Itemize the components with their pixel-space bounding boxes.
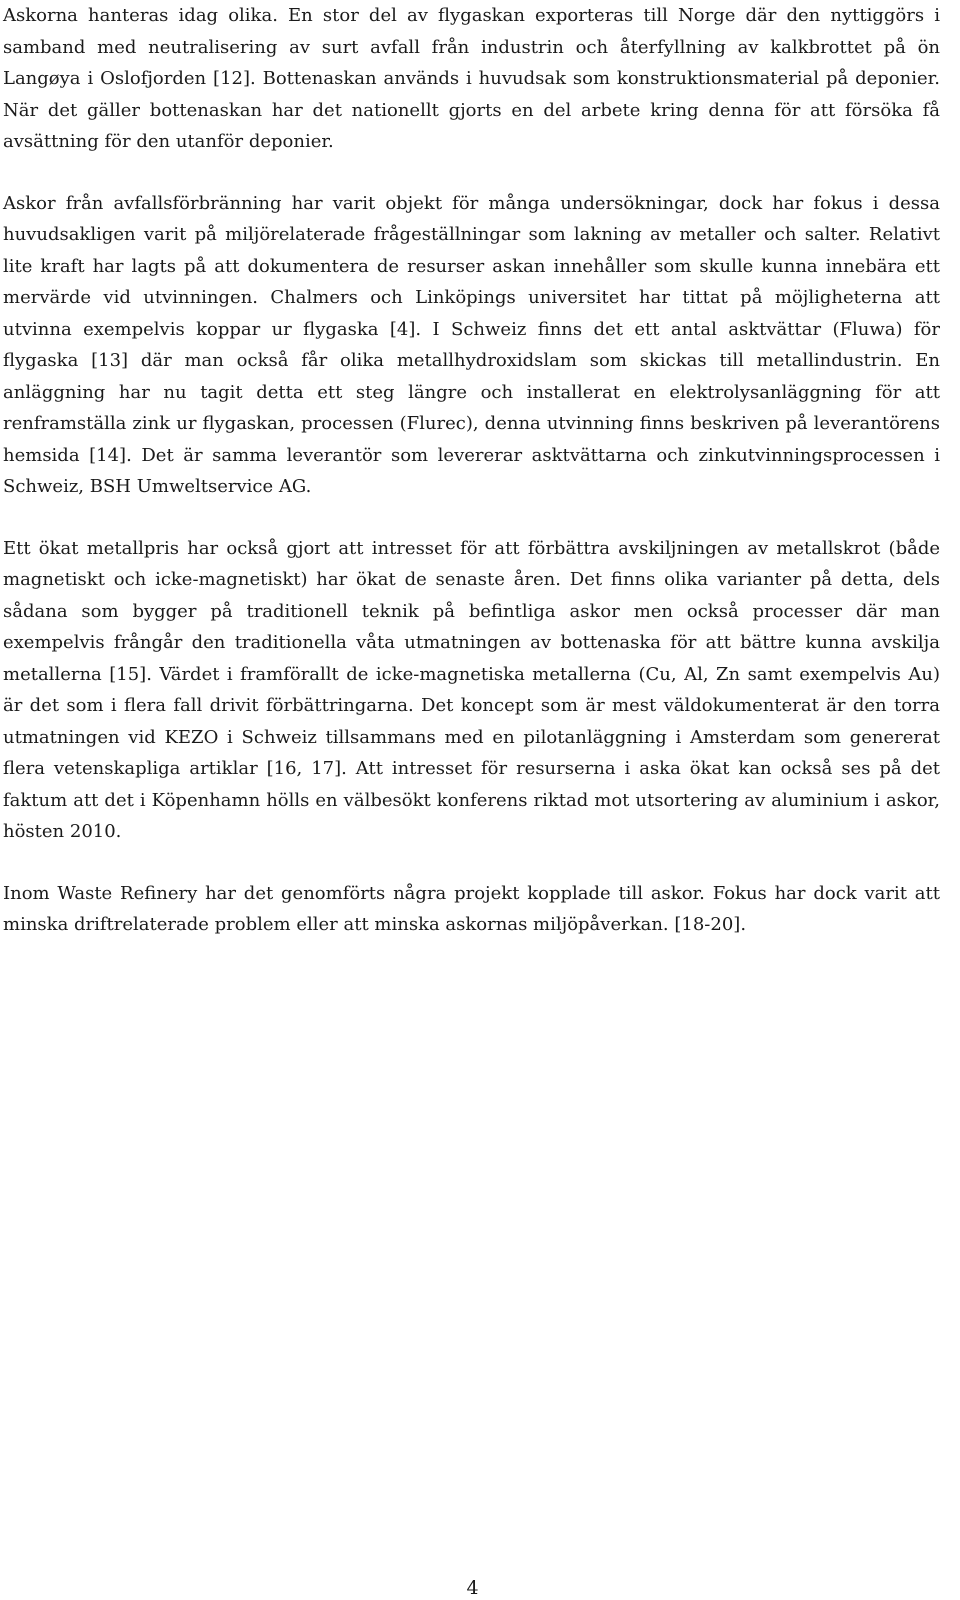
paragraph-metal-recovery: Ett ökat metallpris har också gjort att intresset för att förbättra avskiljningen av metallskrot (både magnetiskt och icke-magnetiskt) har ökat de senaste åren. Det finns olika varianter på detta, dels sådana som bygger på traditionell teknik på befintliga askor men också processer där man exempelvis frångår den traditionella våta utmatningen av bottenaska för att bättre kunna avskilja metallerna [15]. Värdet i framförallt de icke-magnetiska metallerna (Cu, Al, Zn samt exempelvis Au) är det som i flera fall drivit förbättringarna. Det koncept som är mest väldokumenterat är den torra utmatningen vid KEZO i Schweiz tillsammans med en pilotanläggning i Amsterdam som genererat flera vetenskapliga artiklar [16, 17]. Att intresset för resurserna i aska ökat kan också ses på det faktum att det i Köpenhamn hölls en välbesökt konferens riktad mot utsortering av aluminium i askor, hösten 2010. <box>3 537 940 842</box>
page-number: 4 <box>466 1577 479 1599</box>
paragraph-waste-refinery: Inom Waste Refinery har det genomförts några projekt kopplade till askor. Fokus har dock varit att minska driftrelaterade problem eller att minska askornas miljöpåverkan. [18-20]. <box>3 882 940 935</box>
paragraph-ash-handling: Askorna hanteras idag olika. En stor del av flygaskan exporteras till Norge där den nyttiggörs i samband med neutralisering av surt avfall från industrin och återfyllning av kalkbrottet på ön Langøya i Oslofjorden [12]. Bottenaskan används i huvudsak som konstruktionsmaterial på deponier. När det gäller bottenaskan har det nationellt gjorts en del arbete kring denna för att försöka få avsättning för den utanför deponier. <box>3 5 940 152</box>
paragraph-ash-research: Askor från avfallsförbränning har varit objekt för många undersökningar, dock har fokus i dessa huvudsakligen varit på miljörelaterade frågeställningar som lakning av metaller och salter. Relativt lite kraft har lagts på att dokumentera de resurser askan innehåller som skulle kunna innebära ett mervärde vid utvinningen. Chalmers och Linköpings universitet har tittat på möjligheterna att utvinna exempelvis koppar ur flygaska [4]. I Schweiz finns det ett antal asktvättar (Fluwa) för flygaska [13] där man också får olika metallhydroxidslam som skickas till metallindustrin. En anläggning har nu tagit detta ett steg längre och installerat en elektrolysanläggning för att renframställa zink ur flygaskan, processen (Flurec), denna utvinning finns beskriven på leverantörens hemsida [14]. Det är samma leverantör som levererar asktvättarna och zinkutvinningsprocessen i Schweiz, BSH Umweltservice AG. <box>3 192 940 497</box>
document-page <box>3 0 940 941</box>
